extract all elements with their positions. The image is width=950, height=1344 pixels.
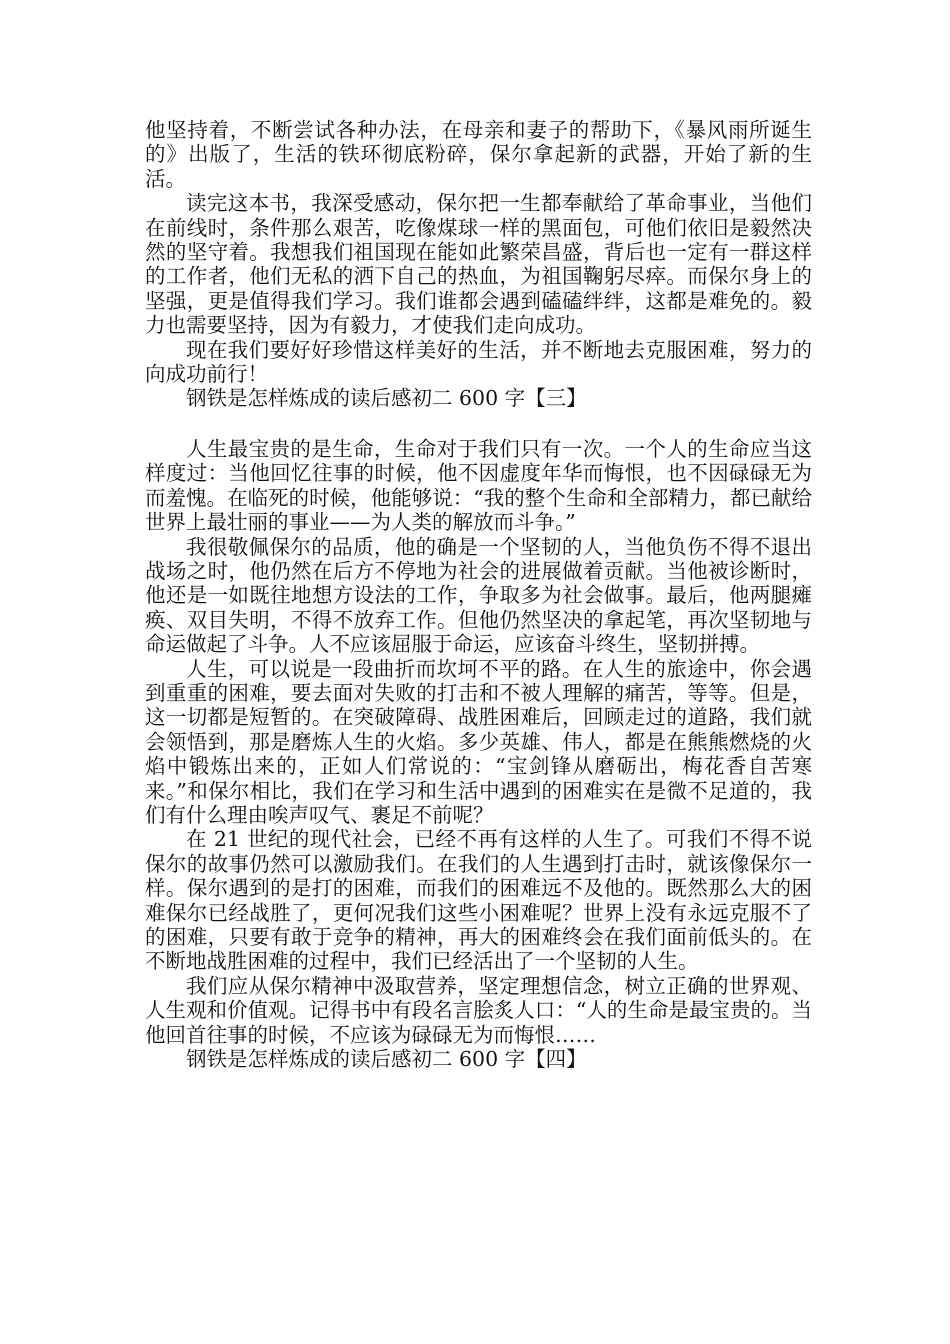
paragraph-life-road: 人生，可以说是一段曲折而坎坷不平的路。在人生的旅途中，你会遇到重重的困难，要去面对失败的打击和不被人理解的痛苦，等等。但是，这一切都是短暂的。在突破障碍、战胜困难后，回顾走过的道路，我们就会领悟到，那是磨炼人生的火焰。多少英雄、伟人，都是在熊熊燃烧的火焰中锻炼出来的，正如人们常说的：“宝剑锋从磨砺出，梅花香自苦寒来。”和保尔相比，我们在学习和生活中遇到的困难实在是微不足道的，我们有什么理由唉声叹气、裹足不前呢？ bbox=[145, 656, 812, 827]
section-heading-three: 钢铁是怎样炼成的读后感初二 600 字【三】 bbox=[186, 386, 587, 411]
paragraph-life-quote: 人生最宝贵的是生命，生命对于我们只有一次。一个人的生命应当这样度过：当他回忆往事的时候，他不因虚度年华而悔恨，也不因碌碌无为而羞愧。在临死的时候，他能够说：“我的整个生命和全部精力，都已献给世界上最壮丽的事业——为人类的解放而斗争。” bbox=[145, 436, 812, 535]
paragraph-continuation: 他坚持着，不断尝试各种办法，在母亲和妻子的帮助下，《暴风雨所诞生的》出版了，生活的铁环彻底粉碎，保尔拿起新的武器，开始了新的生活。 bbox=[145, 118, 812, 191]
paragraph-modern-society: 在 21 世纪的现代社会，已经不再有这样的人生了。可我们不得不说保尔的故事仍然可以激励我们。在我们的人生遇到打击时，就该像保尔一样。保尔遇到的是打的困难，而我们的困难远不及他的。既然那么大的困难保尔已经战胜了，更何况我们这些小困难呢？世界上没有永远克服不了的困难，只要有敢于竞争的精神，再大的困难终会在我们面前低头的。在不断地战胜困难的过程中，我们已经活出了一个坚韧的人生。 bbox=[145, 827, 812, 974]
blank-line bbox=[145, 411, 812, 437]
section-heading-four: 钢铁是怎样炼成的读后感初二 600 字【四】 bbox=[186, 1047, 587, 1072]
paragraph-cherish-life: 现在我们要好好珍惜这样美好的生活，并不断地去克服困难，努力的向成功前行！ bbox=[145, 337, 812, 387]
paragraph-reflection: 读完这本书，我深受感动，保尔把一生都奉献给了革命事业，当他们在前线时，条件那么艰苦，吃像煤球一样的黑面包，可他们依旧是毅然决然的坚守着。我想我们祖国现在能如此繁荣昌盛，背后也一定有一群这样的工作者，他们无私的洒下自己的热血，为祖国鞠躬尽瘁。而保尔身上的坚强，更是值得我们学习。我们谁都会遇到磕磕绊绊，这都是难免的。毅力也需要坚持，因为有毅力，才使我们走向成功。 bbox=[145, 191, 812, 338]
document-page bbox=[145, 118, 812, 1071]
paragraph-learn-from-paul: 我们应从保尔精神中汲取营养，坚定理想信念，树立正确的世界观、人生观和价值观。记得书中有段名言脍炙人口：“人的生命是最宝贵的。当他回首往事的时候，不应该为碌碌无为而悔恨…… bbox=[145, 973, 812, 1047]
paragraph-admire-paul: 我很敬佩保尔的品质，他的确是一个坚韧的人，当他负伤不得不退出战场之时，他仍然在后方不停地为社会的进展做着贡献。当他被诊断时，他还是一如既往地想方设法的工作，争取多为社会做事。最后，他两腿瘫痪、双目失明，不得不放弃工作。但他仍然坚决的拿起笔，再次坚韧地与命运做起了斗争。人不应该屈服于命运，应该奋斗终生，坚韧拼搏。 bbox=[145, 534, 812, 657]
